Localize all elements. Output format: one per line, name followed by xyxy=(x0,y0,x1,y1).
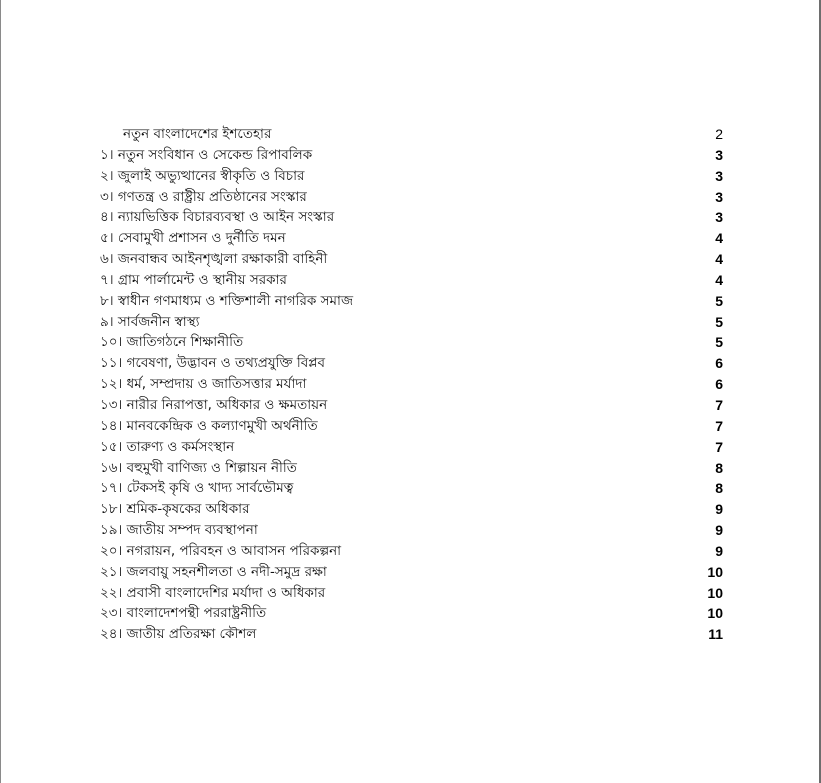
toc-entry[interactable] xyxy=(1,583,821,604)
toc-entry-title: ৯। সার্বজনীন স্বাস্থ্য xyxy=(100,313,200,330)
toc-entry-page-number: 4 xyxy=(715,230,723,247)
toc-entry-page-number: 9 xyxy=(715,522,723,539)
toc-entry[interactable] xyxy=(1,458,821,479)
toc-entry-title: ২২। প্রবাসী বাংলাদেশির মর্যাদা ও অধিকার xyxy=(100,584,326,601)
table-of-contents xyxy=(1,124,821,645)
toc-entry-page-number: 3 xyxy=(715,188,723,205)
toc-entry-title: ১৮। শ্রমিক-কৃষকের অধিকার xyxy=(100,501,250,518)
toc-entry-title: নতুন বাংলাদেশের ইশতেহার xyxy=(123,126,272,142)
toc-entry[interactable] xyxy=(1,437,821,458)
toc-entry-title: ৮। স্বাধীন গণমাধ্যম ও শক্তিশালী নাগরিক সমাজ xyxy=(100,292,354,309)
toc-entry-page-number: 7 xyxy=(715,396,723,413)
toc-entry-title: ১৭। টেকসই কৃষি ও খাদ্য সার্বভৌমত্ব xyxy=(100,480,294,497)
toc-entry[interactable] xyxy=(1,416,821,437)
toc-entry-title: ৩। গণতন্ত্র ও রাষ্ট্রীয় প্রতিষ্ঠানের সংস্কার xyxy=(100,188,307,205)
toc-entry-page-number: 3 xyxy=(715,167,723,184)
toc-entry[interactable] xyxy=(1,207,821,228)
toc-entry-title: ৭। গ্রাম পার্লামেন্ট ও স্থানীয় সরকার xyxy=(100,271,287,288)
toc-entry-title: ২। জুলাই অভ্যুত্থানের স্বীকৃতি ও বিচার xyxy=(100,167,305,184)
toc-entry-page-number: 4 xyxy=(715,271,723,288)
toc-entry[interactable] xyxy=(1,166,821,187)
toc-entry-page-number: 5 xyxy=(715,313,723,330)
toc-entry-title: ৬। জনবান্ধব আইনশৃঙ্খলা রক্ষাকারী বাহিনী xyxy=(100,251,328,268)
toc-entry[interactable] xyxy=(1,353,821,374)
toc-entry-page-number: 11 xyxy=(708,626,723,643)
toc-entry[interactable] xyxy=(1,291,821,312)
toc-entry[interactable] xyxy=(1,624,821,645)
toc-entry-page-number: 9 xyxy=(715,501,723,518)
toc-entry-page-number: 2 xyxy=(715,126,723,142)
toc-entry-title: ১৩। নারীর নিরাপত্তা, অধিকার ও ক্ষমতায়ন xyxy=(100,396,328,413)
toc-entry[interactable] xyxy=(1,478,821,499)
toc-entry[interactable] xyxy=(1,395,821,416)
toc-entry-title: ১১। গবেষণা, উদ্ভাবন ও তথ্যপ্রযুক্তি বিপ্লব xyxy=(100,355,325,372)
toc-entry[interactable] xyxy=(1,520,821,541)
toc-entry-title: ১৪। মানবকেন্দ্রিক ও কল্যাণমুখী অর্থনীতি xyxy=(100,417,318,434)
toc-entry-title: ১৬। বহুমুখী বাণিজ্য ও শিল্পায়ন নীতি xyxy=(100,459,297,476)
toc-entry[interactable] xyxy=(1,541,821,562)
toc-entry-page-number: 6 xyxy=(715,355,723,372)
toc-entry-page-number: 8 xyxy=(715,459,723,476)
toc-entry[interactable] xyxy=(1,249,821,270)
toc-entry-page-number: 10 xyxy=(707,605,723,622)
toc-entry-page-number: 4 xyxy=(715,251,723,268)
toc-entry-page-number: 5 xyxy=(715,292,723,309)
toc-entry[interactable] xyxy=(1,270,821,291)
toc-entry[interactable] xyxy=(1,603,821,624)
toc-entry-page-number: 8 xyxy=(715,480,723,497)
toc-entry-title: ২০। নগরায়ন, পরিবহন ও আবাসন পরিকল্পনা xyxy=(100,542,342,559)
toc-entry-title: ১২। ধর্ম, সম্প্রদায় ও জাতিসত্তার মর্যাদা xyxy=(100,376,307,393)
toc-entry-title: ১০। জাতিগঠনে শিক্ষানীতি xyxy=(100,334,244,351)
toc-entry[interactable] xyxy=(1,145,821,166)
toc-entry-title: ১৯। জাতীয় সম্পদ ব্যবস্থাপনা xyxy=(100,522,258,539)
toc-entry-title: ১৫। তারুণ্য ও কর্মসংস্থান xyxy=(100,438,235,455)
toc-entry-page-number: 6 xyxy=(715,376,723,393)
toc-entry-page-number: 3 xyxy=(715,146,723,163)
toc-entry-title: ৫। সেবামুখী প্রশাসন ও দুর্নীতি দমন xyxy=(100,230,286,247)
toc-entry-page-number: 3 xyxy=(715,209,723,226)
toc-entry[interactable] xyxy=(1,124,821,145)
toc-entry-page-number: 7 xyxy=(715,417,723,434)
toc-entry-page-number: 10 xyxy=(707,584,723,601)
toc-entry[interactable] xyxy=(1,562,821,583)
toc-entry-title: ২৪। জাতীয় প্রতিরক্ষা কৌশল xyxy=(100,626,257,643)
toc-entry-page-number: 7 xyxy=(715,438,723,455)
toc-entry[interactable] xyxy=(1,374,821,395)
toc-entry[interactable] xyxy=(1,499,821,520)
toc-entry-page-number: 5 xyxy=(715,334,723,351)
toc-entry-page-number: 10 xyxy=(707,563,723,580)
toc-entry[interactable] xyxy=(1,187,821,208)
toc-entry-title: ২১। জলবায়ু সহনশীলতা ও নদী-সমুদ্র রক্ষা xyxy=(100,563,327,580)
toc-entry[interactable] xyxy=(1,312,821,333)
toc-entry-page-number: 9 xyxy=(715,542,723,559)
toc-entry-title: ১। নতুন সংবিধান ও সেকেন্ড রিপাবলিক xyxy=(100,146,313,163)
toc-entry[interactable] xyxy=(1,228,821,249)
toc-entry-title: ২৩। বাংলাদেশপন্থী পররাষ্ট্রনীতি xyxy=(100,605,267,622)
toc-entry-title: ৪। ন্যায়ভিত্তিক বিচারব্যবস্থা ও আইন সংস্কার xyxy=(100,209,335,226)
toc-entry[interactable] xyxy=(1,332,821,353)
